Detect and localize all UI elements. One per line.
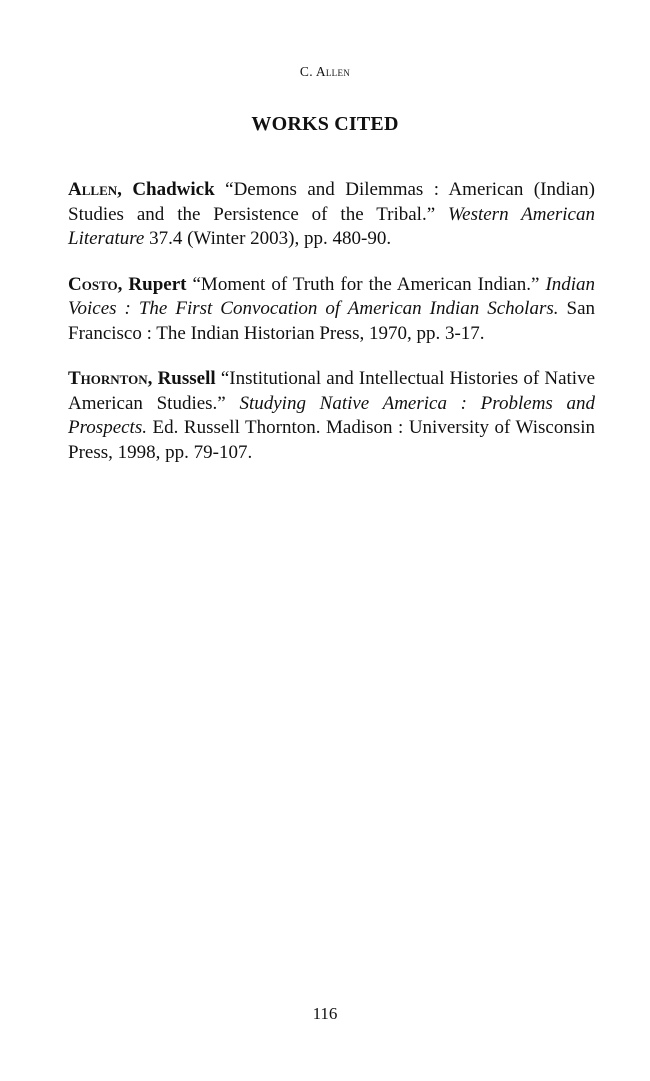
work-title: “Institutional and Intellectual Histories of Native American Studies.” [68,368,596,414]
author-last-name: Costo, [68,273,123,295]
author-last-name: Thornton, [68,368,153,389]
section-title: WORKS CITED [251,113,399,135]
publication-details: 37.4 (Winter 2003), pp. 480-90. [149,228,392,249]
work-title: “Demons and Dilemmas : American (Indian) Studies and the Persistence of the Tribal.” [68,179,596,225]
source-title: Studying Native America : Problems and Prospects. [68,392,596,438]
author-first-name: Rupert [128,273,187,295]
publication-details: San Francisco : The Indian Historian Press, 1970, pp. 3-17. [68,298,596,344]
running-head: C. Allen [299,64,351,79]
citation-entry [68,367,595,465]
page-number: 116 [312,1004,338,1023]
citation-entry [68,273,595,347]
source-title: Indian Voices : The First Convocation of American Indian Scholars. [68,273,596,319]
works-cited-list [68,178,595,486]
citation-entry [68,178,595,252]
author-first-name: Chadwick [132,179,215,200]
source-title: Western American Literature [68,203,595,249]
author-first-name: Russell [157,368,216,389]
author-last-name: Allen, [68,179,122,200]
work-title: “Moment of Truth for the American Indian.” [192,273,540,295]
publication-details: Ed. Russell Thornton. Madison : University of Wisconsin Press, 1998, pp. 79-107. [68,417,596,463]
